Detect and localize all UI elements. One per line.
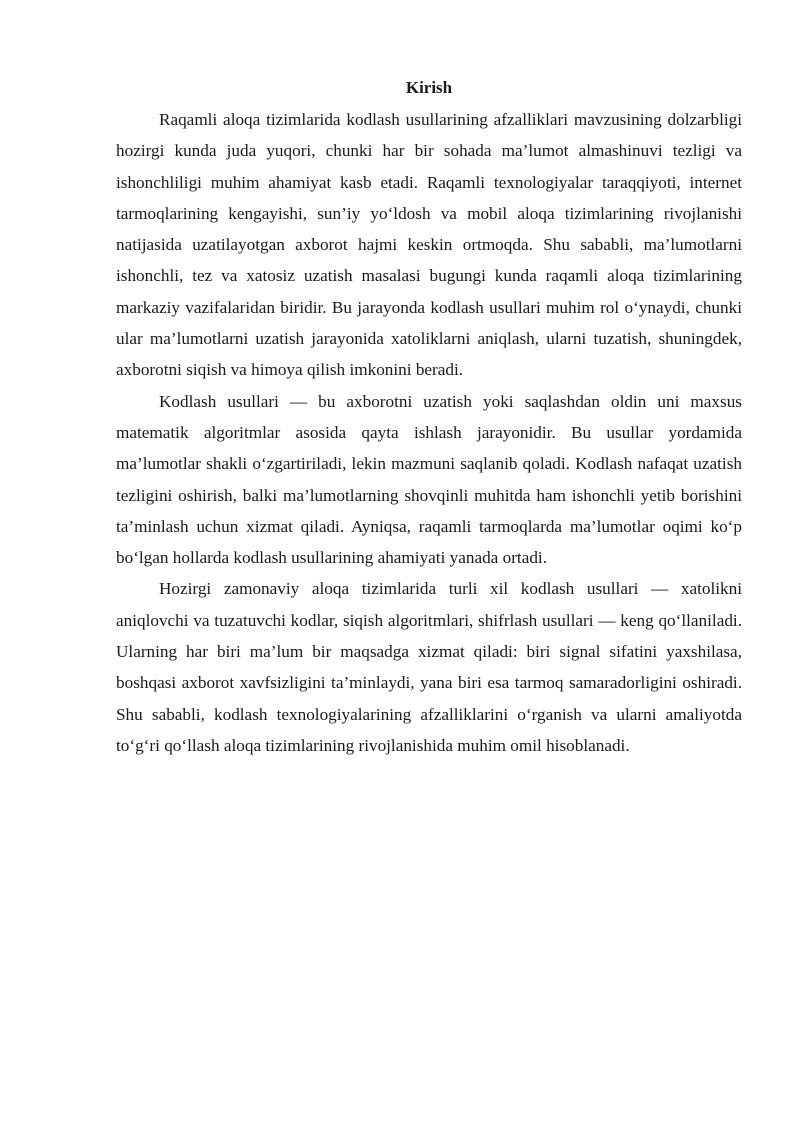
document-page [116, 76, 742, 761]
paragraph-3: Hozirgi zamonaviy aloqa tizimlarida turli xil kodlash usullari — xatolikni aniqlovchi va tuzatuvchi kodlar, siqish algoritmlari, shifrlash usullari — keng qo‘llaniladi. Ularning har biri ma’lum bir maqsadga xizmat qiladi: biri signal sifatini yaxshilasa, boshqasi axborot xavfsizligini ta’minlaydi, yana biri esa tarmoq samaradorligini oshiradi. Shu sababli, kodlash texnologiyalarining afzalliklarini o‘rganish va ularni amaliyotda to‘g‘ri qo‘llash aloqa tizimlarining rivojlanishida muhim omil hisoblanadi. [116, 579, 742, 755]
paragraph-1: Raqamli aloqa tizimlarida kodlash usullarining afzalliklari mavzusining dolzarbligi hozirgi kunda juda yuqori, chunki har bir sohada ma’lumot almashinuvi tezligi va ishonchliligi muhim ahamiyat kasb etadi. Raqamli texnologiyalar taraqqiyoti, internet tarmoqlarining kengayishi, sun’iy yo‘ldosh va mobil aloqa tizimlarining rivojlanishi natijasida uzatilayotgan axborot hajmi keskin ortmoqda. Shu sababli, ma’lumotlarni ishonchli, tez va xatosiz uzatish masalasi bugungi kunda raqamli aloqa tizimlarining markaziy vazifalaridan biridir. Bu jarayonda kodlash usullari muhim rol o‘ynaydi, chunki ular ma’lumotlarni uzatish jarayonida xatoliklarni aniqlash, ularni tuzatish, shuningdek, axborotni siqish va himoya qilish imkonini beradi. [116, 110, 742, 380]
page-title: Kirish [405, 78, 453, 97]
paragraph-2: Kodlash usullari — bu axborotni uzatish yoki saqlashdan oldin uni maxsus matematik algoritmlar asosida qayta ishlash jarayonidir. Bu usullar yordamida ma’lumotlar shakli o‘zgartiriladi, lekin mazmuni saqlanib qoladi. Kodlash nafaqat uzatish tezligini oshirish, balki ma’lumotlarning shovqinli muhitda ham ishonchli yetib borishini ta’minlash uchun xizmat qiladi. Ayniqsa, raqamli tarmoqlarda ma’lumotlar oqimi ko‘p bo‘lgan hollarda kodlash usullarining ahamiyati yanada ortadi. [116, 391, 742, 568]
